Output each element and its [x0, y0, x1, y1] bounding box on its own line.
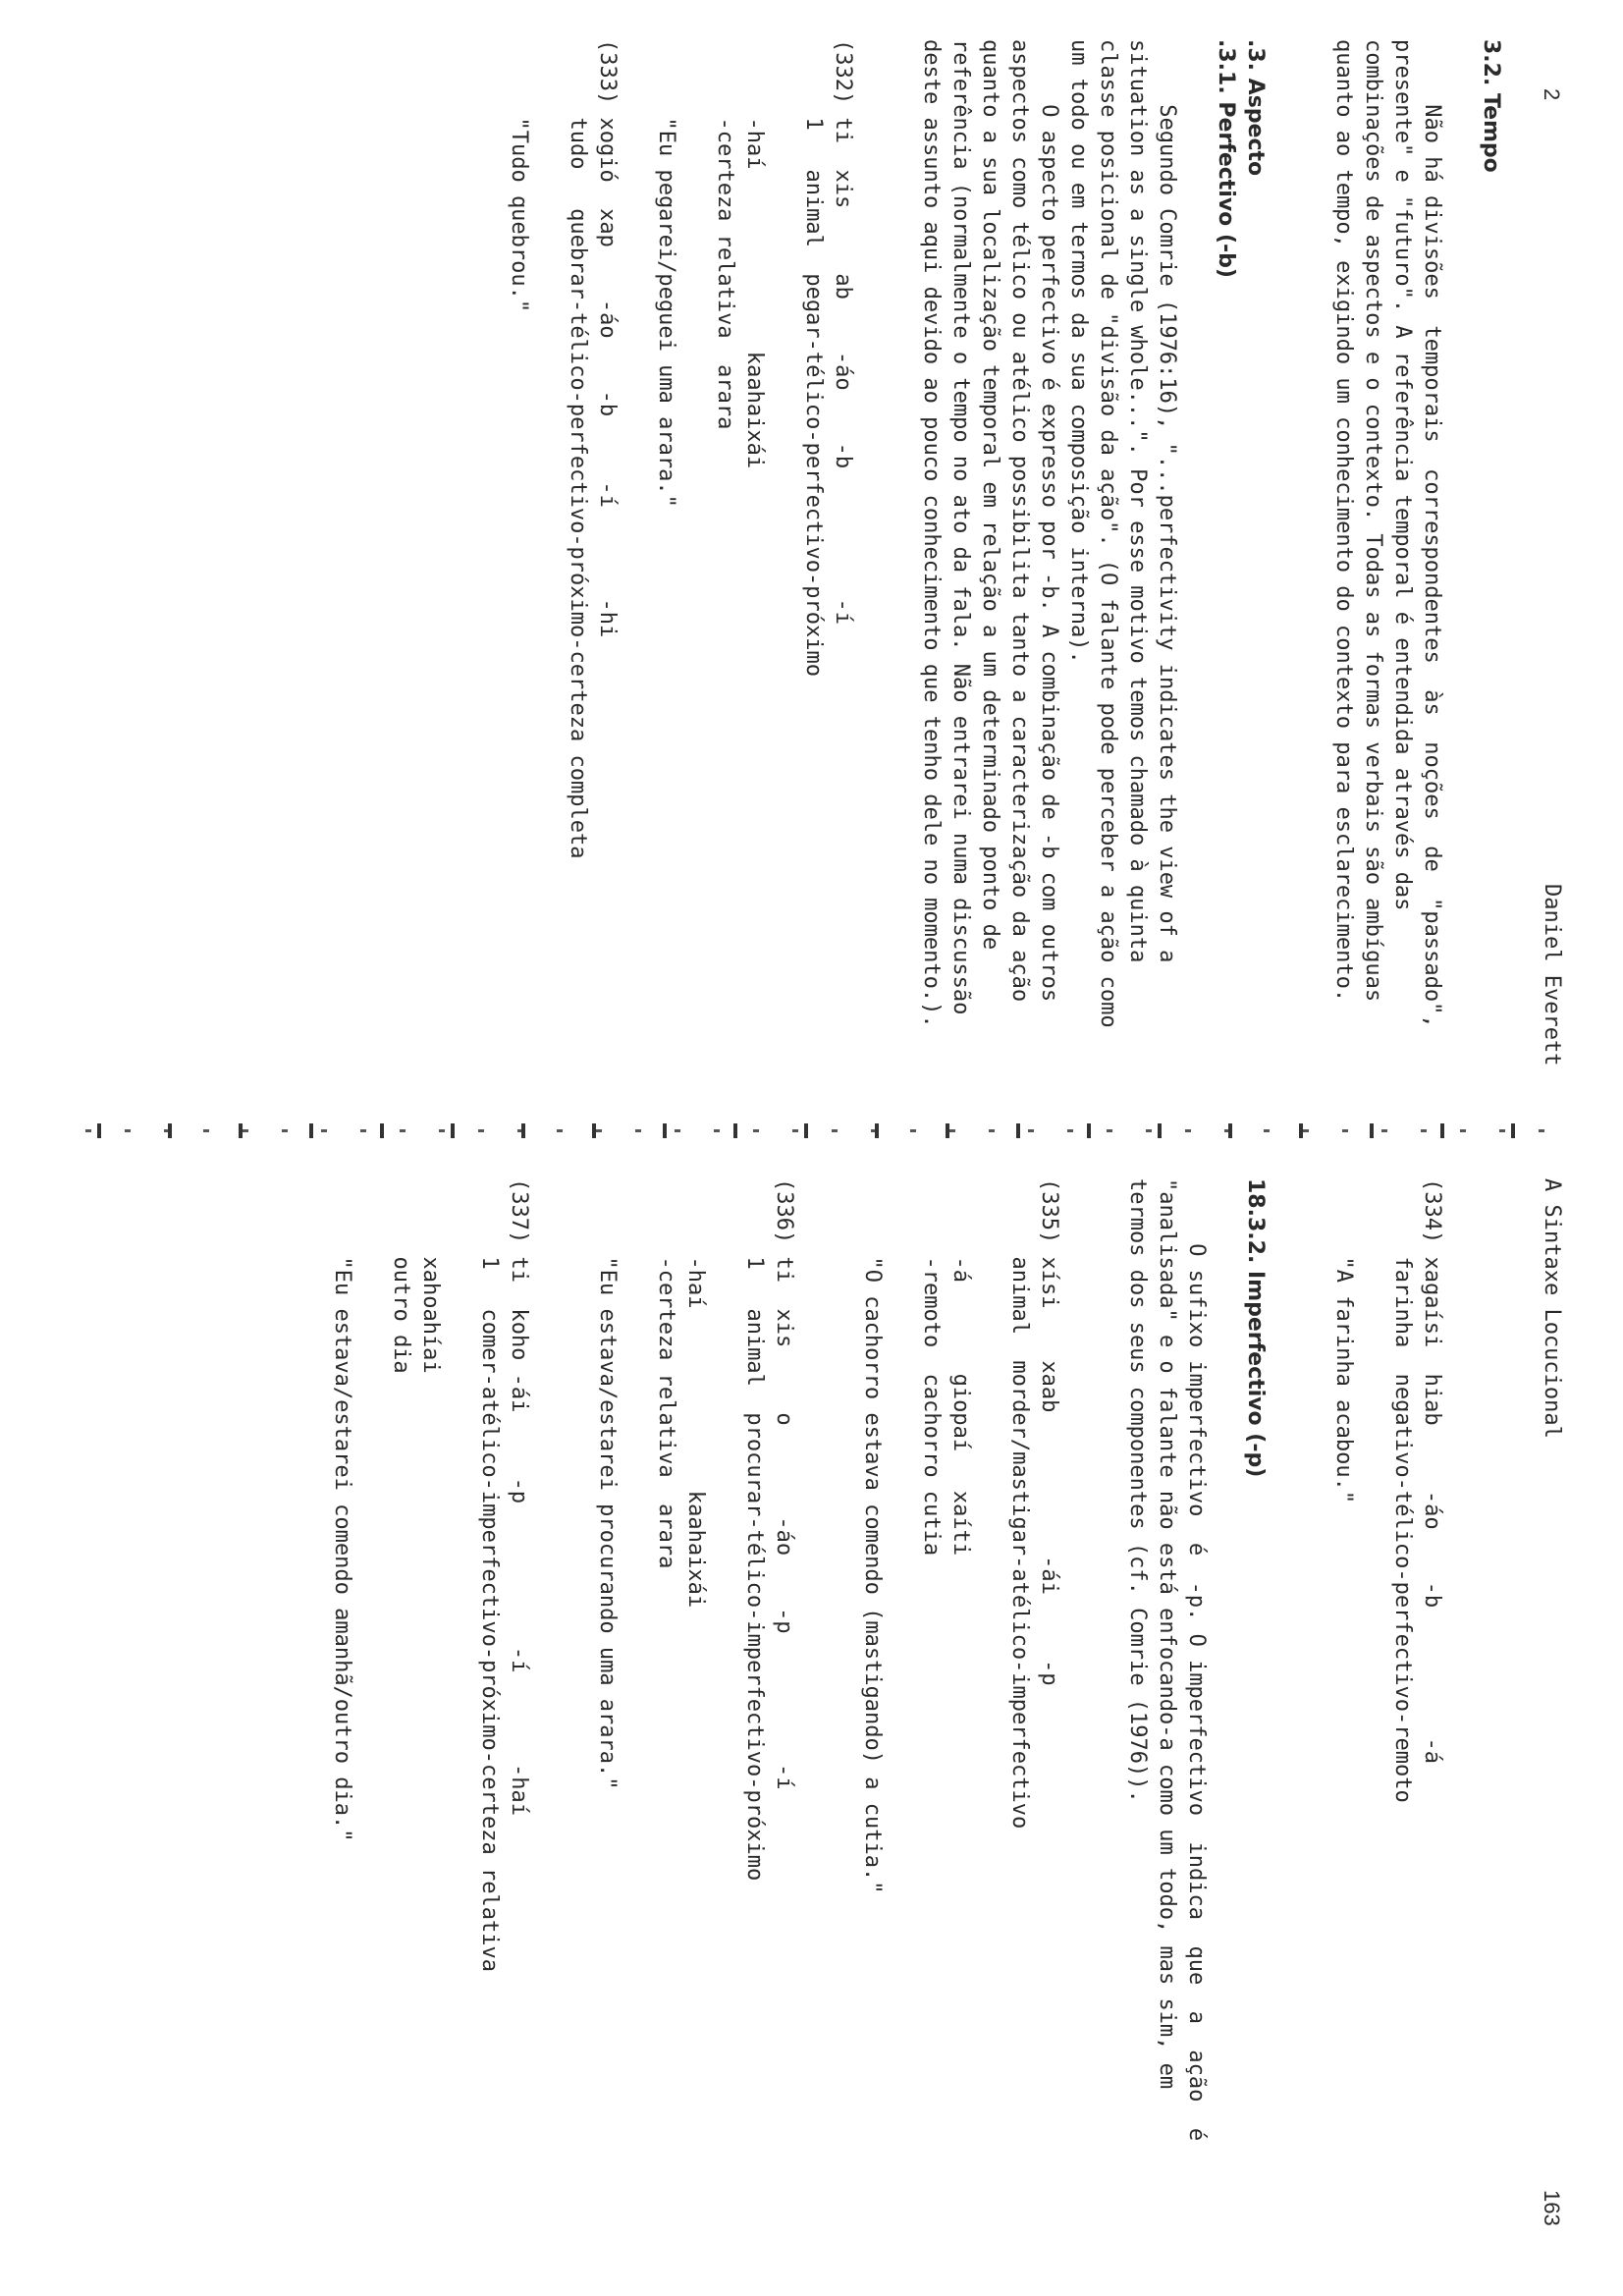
text-line: deste assunto aqui devido ao pouco conhecimento que tenho dele no momento.).: [919, 39, 944, 1028]
text-line: (336) ti xis o -áo -p -í: [772, 1178, 796, 1790]
section-heading: .3.1. Perfectivo (-b): [1214, 39, 1238, 278]
text-line: tudo quebrar-télico-perfectivo-próximo-certeza completa: [566, 39, 590, 859]
text-line: [887, 1178, 916, 2141]
text-line: [622, 39, 651, 1028]
text-line: 1 animal pegar-télico-perfectivo-próximo: [801, 39, 826, 678]
text-line: "A farinha acabou.": [1331, 1178, 1356, 1504]
text-line: "Eu pegarei/peguei uma arara.": [654, 39, 678, 508]
section-heading: .3. Aspecto: [1243, 39, 1268, 177]
text-line: [533, 1178, 563, 2141]
text-line: (333) xogió xap -áo -b -í -hi: [595, 39, 620, 638]
text-line: "Eu estava/estarei comendo amanhã/outro dia.": [330, 1178, 354, 1842]
text-line: presente" e "futuro". A referência temporal é entendida através das: [1390, 39, 1415, 911]
left-page-number: 2: [1540, 88, 1564, 101]
text-line: [1446, 39, 1476, 1028]
text-line: aspectos como télico ou atélico possibilita tanto a caracterização da ação: [1007, 39, 1032, 1003]
text-line: [1270, 39, 1299, 1028]
text-line: xahoahíai: [418, 1178, 443, 1374]
text-line: [1063, 1178, 1093, 2141]
text-line: [563, 1178, 592, 2141]
text-line: [887, 39, 916, 1028]
text-line: -remoto cachorro cutia: [919, 1178, 944, 1557]
text-line: 1 animal procurar-télico-imperfectivo-próximo: [742, 1178, 767, 1882]
text-line: [1299, 1178, 1328, 2141]
text-line: "Eu estava/estarei procurando uma arara.": [595, 1178, 620, 1790]
text-line: Segundo Comrie (1976:16), "...perfectivity indicates the view of a: [1155, 39, 1179, 963]
text-line: classe posicional de "divisão da ação". (O falante pode perceber a ação como: [1096, 39, 1120, 1028]
right-page-number: 163: [1540, 2190, 1564, 2226]
text-line: (337) ti koho -ái -p -í -haí: [507, 1178, 531, 1817]
text-line: animal morder/mastigar-atélico-imperfectivo: [1007, 1178, 1032, 1830]
text-line: Não há divisões temporais correspondentes às noções de "passado",: [1420, 39, 1444, 1028]
text-line: quanto ao tempo, exigindo um conhecimento do contexto para esclarecimento.: [1331, 39, 1356, 1003]
text-line: quanto a sua localização temporal em relação a um determinado ponto de: [978, 39, 1002, 951]
text-line: combinações de aspectos e o contexto. Todas as formas verbais são ambíguas: [1361, 39, 1385, 1003]
text-line: [356, 1178, 386, 2141]
text-line: [1358, 1178, 1387, 2141]
text-line: um todo ou em termos da sua composição interna).: [1066, 39, 1091, 664]
text-line: [975, 1178, 1004, 2141]
text-line: [680, 39, 710, 1028]
left-running-head: Daniel Everett: [1540, 884, 1564, 1066]
text-line: [798, 1178, 828, 2141]
spiral-binding: [52, 1129, 1544, 1132]
section-heading: 18.3.2. Imperfectivo (-p): [1243, 1178, 1268, 1478]
right-page-body: [327, 1178, 1446, 2141]
text-line: (332) ti xis ab -áo -b -í: [831, 39, 855, 626]
text-line: "O cachorro estava comendo (mastigando) a cutia.": [860, 1178, 885, 1894]
text-line: -certeza relativa arara: [654, 1178, 678, 1569]
text-line: -á giopaí xaíti: [948, 1178, 973, 1557]
text-line: termos dos seus componentes (cf. Comrie (1976)).: [1125, 1178, 1150, 1803]
text-line: "analisada" e o falante não está enfocando-a como um todo, mas sim, em: [1155, 1178, 1179, 2090]
text-line: referência (normalmente o tempo no ato da fala. Não entrarei numa discussão: [948, 39, 973, 1015]
text-line: O aspecto perfectivo é expresso por -b. A combinação de -b com outros: [1037, 39, 1061, 1003]
text-line: [1270, 1178, 1299, 2141]
text-line: [622, 1178, 651, 2141]
text-line: [1181, 39, 1211, 1028]
text-line: O sufixo imperfectivo é -p. O imperfectivo indica que a ação é: [1184, 1178, 1209, 2142]
text-line: [533, 39, 563, 1028]
text-line: [1299, 39, 1328, 1028]
text-line: situation as a single whole...". Por esse motivo temos chamado à quinta: [1125, 39, 1150, 963]
text-line: "Tudo quebrou.": [507, 39, 531, 313]
right-running-head: A Sintaxe Locucional: [1540, 1178, 1564, 1439]
text-line: outro dia: [389, 1178, 413, 1374]
text-line: 1 comer-atélico-imperfectivo-próximo-certeza relativa: [477, 1178, 502, 1972]
text-line: [445, 1178, 474, 2141]
text-line: [1211, 1178, 1240, 2141]
text-line: -haí kaahaixái: [683, 1178, 708, 1609]
text-line: -certeza relativa arara: [713, 39, 737, 430]
text-line: (334) xagaísi hiab -áo -b -á: [1420, 1178, 1444, 1765]
text-line: [857, 39, 887, 1028]
left-page-body: [504, 39, 1505, 1028]
section-heading: 3.2. Tempo: [1479, 39, 1503, 173]
text-line: [828, 1178, 857, 2141]
text-line: [769, 39, 798, 1028]
text-line: (335) xísi xaab -ái -p: [1037, 1178, 1061, 1686]
text-line: [1093, 1178, 1122, 2141]
text-line: -haí kaahaixái: [742, 39, 767, 469]
text-line: [710, 1178, 739, 2141]
text-line: farinha negativo-télico-perfectivo-remoto: [1390, 1178, 1415, 1803]
